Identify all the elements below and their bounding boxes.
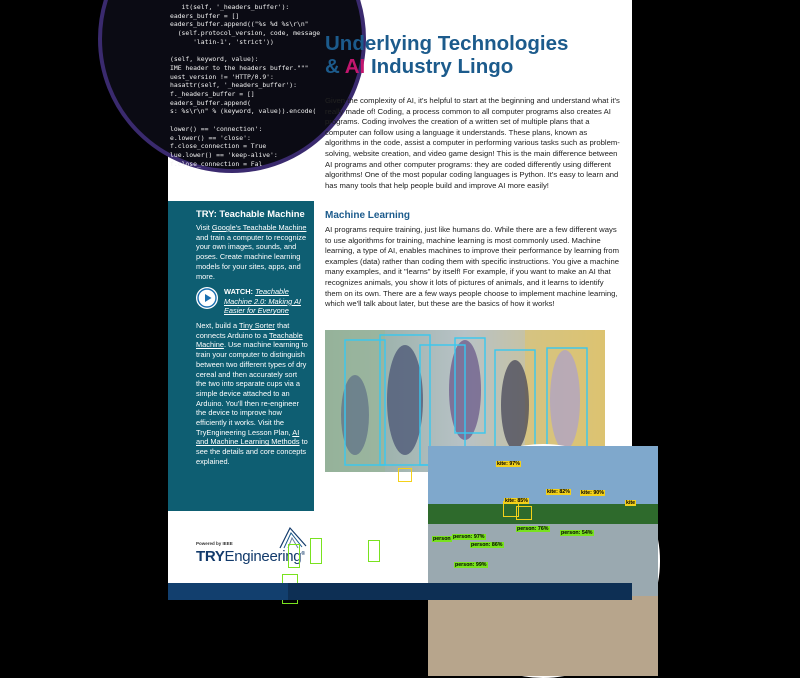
detection-label: kite: 82% bbox=[547, 489, 570, 495]
code-line: f.close_connection = True bbox=[170, 142, 267, 151]
detection-box bbox=[398, 468, 412, 482]
detection-box bbox=[516, 506, 532, 520]
beach-detection-photo bbox=[426, 444, 660, 678]
detection-label: kite bbox=[626, 500, 636, 506]
p2-text-c: . Use machine learning to train your computer to distinguish between two different types of dry cereal and then accurately sort the two into separate cups via a simple device attached to an Arduino. You'll then re-engineer the device to improve how efficiently it works. Visit the TryEngineering Lesson Plan, bbox=[196, 340, 308, 437]
watch-video-link[interactable]: Teachable Machine 2.0: Making AI Easier for Everyone bbox=[224, 287, 301, 316]
machine-learning-paragraph: AI programs require training, just like humans do. While there are a few different ways to use algorithms for training, machine learning is most commonly used. Machine learning, a type of AI, enables machines to improve their performance by learning from examples (data) rather than coding them with specific instructions. You give a machine many examples, and it "learns" by itself! For example, if you want to make an AI that recognizes animals, you show it lots of pictures of animals, and it learns to identify them on its own. There are a few ways people choose to implement machine learning, which we'll talk about later, but these are the basics of how it works! bbox=[325, 225, 619, 309]
code-line: f._headers_buffer = [] bbox=[170, 90, 255, 99]
page-title bbox=[325, 32, 615, 78]
p2-text-b: that connects Arduino to a bbox=[196, 321, 290, 340]
powered-by-text: Powered by IEEE bbox=[196, 541, 233, 546]
tiny-sorter-link[interactable]: Tiny Sorter bbox=[239, 321, 275, 330]
p1-text-b: and train a computer to recognize your own images, sounds, and poses. Create machine learning models for your sites, apps, and more. bbox=[196, 232, 307, 281]
detection-label: kite: 97% bbox=[497, 461, 520, 467]
code-line: e.lower() == 'close': bbox=[170, 133, 251, 142]
code-line: hasattr(self, '_headers_buffer'): bbox=[170, 81, 297, 90]
sidebar-title: TRY: Teachable Machine bbox=[196, 208, 305, 219]
title-line-1: Underlying Technologies bbox=[325, 32, 569, 55]
sidebar-paragraph-2 bbox=[196, 321, 308, 467]
detection-label: person: 86% bbox=[471, 542, 503, 548]
detection-label: kite: 85% bbox=[505, 498, 528, 504]
brand-thin: Engineering bbox=[224, 548, 302, 565]
brand-tm: ® bbox=[301, 551, 305, 557]
title-rest: Industry Lingo bbox=[365, 55, 514, 78]
footer-accent bbox=[168, 583, 288, 600]
footer-bar bbox=[168, 583, 632, 600]
p2-text-a: Next, build a bbox=[196, 321, 240, 330]
detection-box bbox=[368, 540, 380, 562]
detection-label: person: 54% bbox=[561, 530, 593, 536]
intro-paragraph: Given the complexity of AI, it's helpful to start at the beginning and understand what it's really made of! Coding, a process common to all computer programs also creates AI programs. Coding involves the creation of a written set of multiple plans that a computer can follow using a language it understands. These plans, known as algorithms in the code, assist a computer in performing various tasks such as problem-solving, website creation, and video game design! This is the main difference between AI programs and other computer programs: they are coded differently using different algorithms! One of the most popular coding languages is Python. It's easy to learn and has many tools that help people build and improve AI more easily! bbox=[325, 96, 620, 190]
detection-label: person: 76% bbox=[517, 526, 549, 532]
detection-label: person: 99% bbox=[455, 562, 487, 568]
watch-block bbox=[224, 287, 310, 316]
detection-label: person bbox=[433, 536, 451, 542]
p2-text-d: to see the details and core concepts explained. bbox=[196, 437, 308, 466]
sidebar-paragraph-1 bbox=[196, 223, 308, 281]
document-page bbox=[168, 0, 636, 600]
code-line: f.close_connection = Fal bbox=[170, 159, 263, 168]
detection-box bbox=[288, 544, 300, 568]
try-sidebar bbox=[168, 201, 314, 511]
code-line: eaders_buffer.append(("%s %d %s\r\n" bbox=[170, 20, 309, 29]
code-line: uest_version != 'HTTP/0.9': bbox=[170, 72, 274, 81]
code-line: lue.lower() == 'keep-alive': bbox=[170, 150, 278, 159]
lesson-plan-link[interactable]: AI and Machine Learning Methods bbox=[196, 427, 300, 447]
code-line: eaders_buffer.append( bbox=[170, 98, 251, 107]
code-line bbox=[170, 47, 320, 56]
code-line: it(self, '_headers_buffer'): bbox=[170, 3, 290, 11]
code-line: 'latin-1', 'strict')) bbox=[170, 37, 274, 46]
detection-label: person: 97% bbox=[453, 534, 485, 540]
machine-learning-heading: Machine Learning bbox=[325, 210, 411, 221]
code-line: eaders_buffer = [] bbox=[170, 11, 240, 20]
brand-bold: TRY bbox=[196, 548, 225, 565]
code-line: lower() == 'connection': bbox=[170, 124, 263, 133]
beach-scene-image bbox=[428, 446, 658, 676]
watch-label: WATCH: bbox=[224, 287, 254, 296]
code-line: s: %s\r\n" % (keyword, value)).encode( bbox=[170, 107, 317, 116]
title-ai: AI bbox=[344, 55, 366, 78]
play-video-button[interactable] bbox=[196, 287, 218, 309]
p1-text-a: Visit bbox=[196, 223, 212, 232]
detection-box bbox=[310, 538, 322, 564]
code-snippet bbox=[170, 3, 320, 168]
code-line: (self, keyword, value): bbox=[170, 55, 259, 64]
play-icon bbox=[196, 287, 218, 309]
code-line: (self.protocol_version, code, message bbox=[170, 29, 321, 38]
teachable-machine-link[interactable]: Google's Teachable Machine bbox=[211, 223, 307, 232]
code-line: IME header to the headers buffer.""" bbox=[170, 63, 309, 72]
title-amp: & bbox=[325, 55, 345, 78]
code-line bbox=[170, 116, 320, 125]
teachable-machine-link-2[interactable]: Teachable Machine bbox=[196, 330, 303, 350]
detection-label: kite: 90% bbox=[581, 490, 604, 496]
